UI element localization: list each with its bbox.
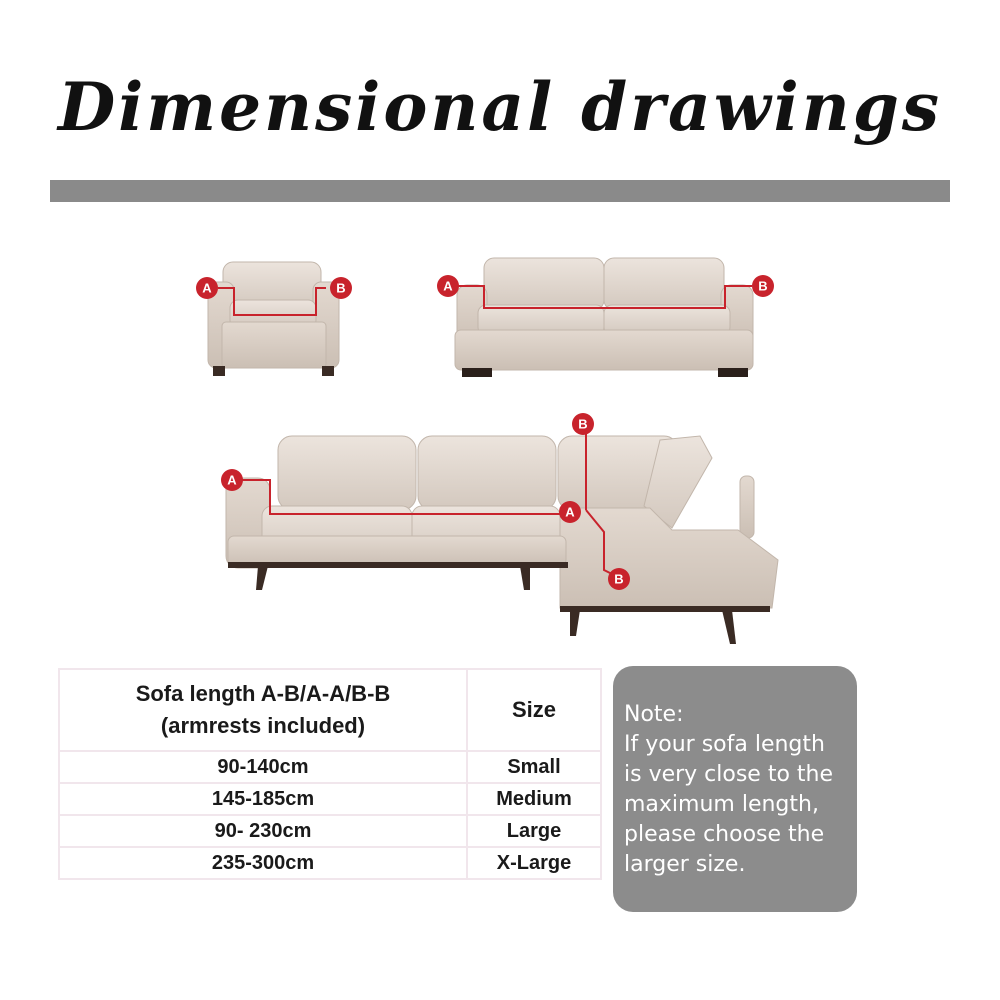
note-line: please choose the: [624, 822, 825, 847]
note-line: Note:: [624, 702, 684, 727]
svg-text:B: B: [758, 278, 768, 294]
note-line: larger size.: [624, 852, 746, 877]
length-header: [59, 669, 467, 751]
length-cell: 145-185cm: [59, 783, 467, 815]
note-line: maximum length,: [624, 792, 819, 817]
sofa-marker-b: [752, 275, 774, 297]
length-header-line-1: Sofa length A-B/A-A/B-B: [135, 681, 391, 706]
note-line: If your sofa length: [624, 732, 825, 757]
size-table: [58, 668, 602, 880]
svg-text:A: A: [565, 504, 575, 520]
size-cell: Small: [467, 751, 601, 783]
size-header: Size: [467, 669, 601, 751]
sectional-marker-b-top: [572, 413, 594, 435]
sectional-sofa: [226, 428, 778, 644]
length-header-line-2: (armrests included): [160, 713, 366, 738]
armchair-marker-a: [196, 277, 218, 299]
sofa-marker-a: [437, 275, 459, 297]
length-cell: 235-300cm: [59, 847, 467, 879]
sectional-marker-a-corner: [559, 501, 581, 523]
svg-text:A: A: [443, 278, 453, 294]
table-row: [59, 815, 601, 847]
sofa: [455, 258, 753, 377]
length-cell: 90-140cm: [59, 751, 467, 783]
note-box: [613, 666, 857, 912]
size-cell: X-Large: [467, 847, 601, 879]
svg-text:A: A: [227, 472, 237, 488]
svg-text:A: A: [202, 280, 212, 296]
armchair-marker-b: [330, 277, 352, 299]
size-cell: Medium: [467, 783, 601, 815]
table-row: [59, 847, 601, 879]
svg-text:B: B: [336, 280, 346, 296]
note-line: is very close to the: [624, 762, 834, 787]
page-title: Dimensional drawings: [57, 68, 943, 146]
table-row: [59, 783, 601, 815]
svg-text:B: B: [578, 416, 588, 432]
length-cell: 90- 230cm: [59, 815, 467, 847]
size-cell: Large: [467, 815, 601, 847]
svg-text:B: B: [614, 571, 624, 587]
size-table-header: [59, 669, 601, 751]
table-row: [59, 751, 601, 783]
sectional-marker-a-left: [221, 469, 243, 491]
sectional-marker-b-bottom: [608, 568, 630, 590]
armchair: [208, 262, 339, 376]
